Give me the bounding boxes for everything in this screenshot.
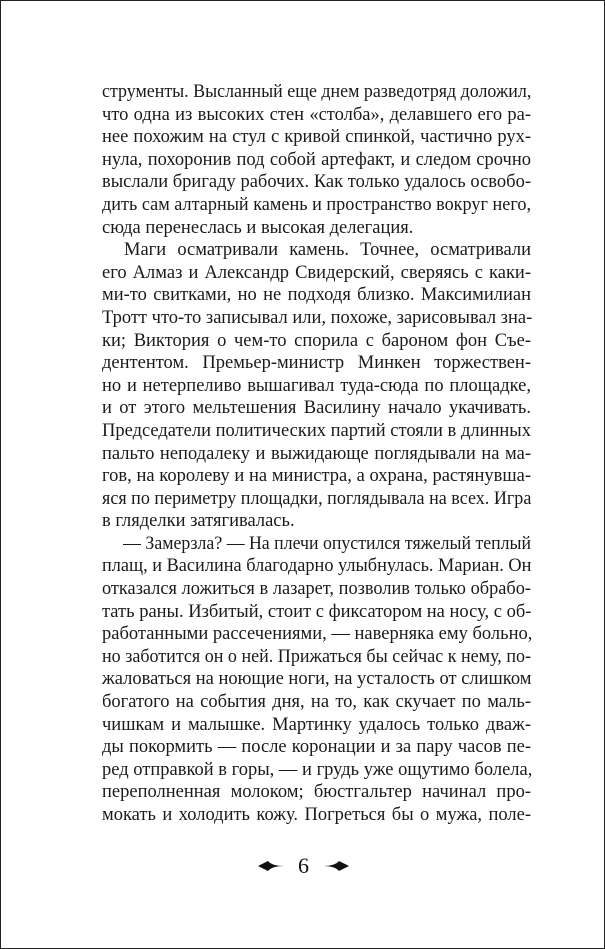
text-line: плащ, и Василина благодарно улыбнулась. Мариан. Он	[102, 556, 532, 577]
text-line: нее похожим на стул с кривой спинкой, частично рух-	[102, 127, 531, 148]
text-line: переполненная молоком; бюстгальтер начинал про-	[102, 782, 531, 803]
text-line: пальто неподалеку и выжидающе поглядывали на ма-	[102, 443, 531, 464]
text-line: сюда перенеслась и высокая делегация.	[102, 217, 414, 238]
text-line: — Замерзла? — На плечи опустился тяжелый теплый	[123, 533, 531, 554]
text-line: его Алмаз и Александр Свидерский, сверяясь с каки-	[102, 262, 531, 283]
text-line: чишкам и малышке. Мартинку удалось только дваж-	[102, 714, 531, 735]
text-line: и от этого мельтешения Василину начало укачивать.	[102, 398, 531, 419]
text-line: тать раны. Избитый, стоит с фиксатором на носу, с об-	[102, 601, 532, 622]
text-line: дить сам алтарный камень и пространство вокруг него,	[102, 194, 531, 215]
body-text	[102, 81, 531, 827]
text-line: в гляделки затягивалась.	[102, 511, 295, 532]
text-line: яся по периметру площадки, поглядывала на всех. Игра	[102, 488, 532, 509]
text-line: ки; Виктория о чем-то спорила с бароном фон Съе-	[102, 330, 531, 351]
text-line: мокать и холодить кожу. Погреться бы о мужа, поле-	[102, 805, 531, 825]
text-line: отказался ложиться в лазарет, позволив только обрабо-	[102, 579, 531, 600]
text-line: нула, похоронив под собой артефакт, и следом срочно	[102, 149, 531, 170]
text-line: выслали бригаду рабочих. Как только удалось освобо-	[102, 172, 531, 193]
ornament-left-icon	[258, 860, 284, 872]
ornament-right-icon	[323, 860, 349, 872]
text-line: но заботится он о ней. Прижаться бы сейчас к нему, по-	[102, 646, 531, 667]
text-line: Тротт что-то записывал или, похоже, зарисовывал зна-	[102, 307, 533, 328]
text-line: Маги осматривали камень. Точнее, осматривали	[124, 240, 531, 261]
text-line: богатого на события дня, на то, как скучает по маль-	[102, 692, 531, 713]
text-line: ми-то свитками, но не подходя близко. Максимилиан	[102, 285, 531, 306]
text-line: ды покормить — после коронации и за пару часов пе-	[102, 737, 531, 758]
page-footer	[1, 853, 605, 879]
text-line: что одна из высоких стен «столба», делавшего его ра-	[102, 104, 531, 125]
text-line: Председатели политических партий стояли в длинных	[102, 420, 531, 441]
text-line: работанными рассечениями, — наверняка ему больно,	[102, 624, 533, 645]
paragraph	[102, 239, 531, 533]
text-line: но и нетерпеливо вышагивал туда-сюда по площадке,	[102, 375, 531, 396]
text-line: жаловаться на ноющие ноги, на усталость от слишком	[102, 669, 532, 690]
text-line: ред отправкой в горы, — и грудь уже ощутимо болела,	[102, 759, 533, 780]
paragraph	[102, 533, 531, 827]
text-line: струменты. Высланный еще днем разведотряд доложил,	[102, 82, 532, 102]
page-number: 6	[298, 853, 309, 878]
paragraph	[102, 81, 531, 239]
text-line: дентентом. Премьер-министр Минкен торжествен-	[102, 353, 531, 374]
text-line: гов, на королеву и на министра, а охрана, растянувша-	[102, 466, 531, 487]
